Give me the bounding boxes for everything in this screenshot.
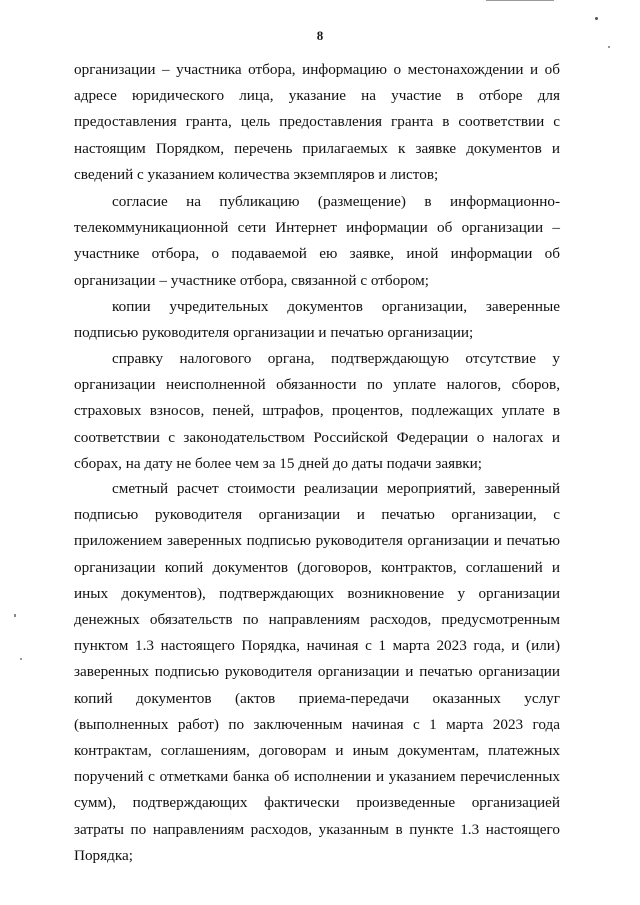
page-number: 8 bbox=[316, 28, 324, 43]
paragraph-cost-estimate: сметный расчет стоимости реализации мероприятий, заверенный подписью руководителя организации и печатью организации, с приложением заверенных подписью руководителя организации и печатью организации копий документов (договоров, контрактов, соглашений и иных документов), подтверждающих возникновение у организации денежных обязательств по направлениям расходов, предусмотренным пунктом 1.3 настоящего Порядка, начиная с 1 марта 2023 года, и (или) заверенных подписью руководителя организации и печатью организации копий документов (актов приема-передачи оказанных услуг (выполненных работ) по заключенным начиная с 1 марта 2023 года контрактам, соглашениям, договорам и иным документам, платежных поручений с отметками банка об исполнении и указанием перечисленных сумм), подтверждающих фактически произведенные организацией затраты по направлениям расходов, указанным в пункте 1.3 настоящего Порядка; bbox=[74, 480, 560, 864]
scan-artifact-line bbox=[486, 0, 554, 1]
scan-artifact-dot bbox=[20, 658, 22, 660]
scan-artifact-dot bbox=[595, 17, 598, 20]
paragraph-tax-certificate: справку налогового органа, подтверждающую отсутствие у организации неисполненной обязанности по уплате налогов, сборов, страховых взносов, пеней, штрафов, процентов, подлежащих уплате в соответствии с законодательством Российской Федерации о налогах и сборах, на дату не более чем за 15 дней до даты подачи заявки; bbox=[74, 350, 560, 472]
scan-artifact-dot bbox=[14, 614, 16, 617]
paragraph-consent-publication: согласие на публикацию (размещение) в информационно-телекоммуникационной сети Интернет информации об организации – участнике отбора, о подаваемой ею заявке, иной информации об организации – участнике отбора, связанной с отбором; bbox=[74, 193, 560, 289]
paragraph-founding-documents: копии учредительных документов организации, заверенные подписью руководителя организации и печатью организации; bbox=[74, 298, 560, 342]
paragraph-continuation: организации – участника отбора, информацию о местонахождении и об адресе юридического лица, указание на участие в отборе для предоставления гранта, цель предоставления гранта в соответствии с настоящим Порядком, перечень прилагаемых к заявке документов и сведений с указанием количества экземпляров и листов; bbox=[74, 61, 560, 183]
scan-artifact-dot bbox=[608, 46, 610, 48]
